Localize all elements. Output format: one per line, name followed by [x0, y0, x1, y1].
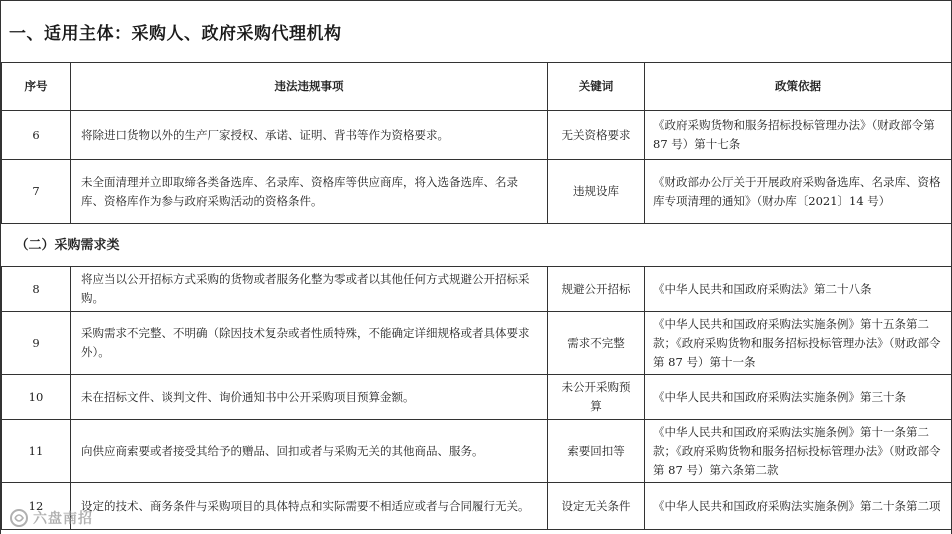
row-num: 8 — [2, 267, 71, 312]
row-basis: 《中华人民共和国政府采购法实施条例》第十五条第二款；《政府采购货物和服务招标投标管理办法》（财政部令第 87 号）第十一条 — [645, 312, 952, 375]
row-keyword: 需求不完整 — [548, 312, 645, 375]
row-item: 采购需求不完整、不明确（除因技术复杂或者性质特殊，不能确定详细规格或者具体要求外）。 — [71, 312, 548, 375]
section-title: 一、适用主体：采购人、政府采购代理机构 — [1, 0, 951, 62]
row-num: 10 — [2, 375, 71, 420]
table-header-row — [2, 63, 952, 111]
regulation-table — [1, 62, 952, 530]
table-row — [2, 267, 952, 312]
row-keyword: 未公开采购预算 — [548, 375, 645, 420]
row-item: 未在招标文件、谈判文件、询价通知书中公开采购项目预算金额。 — [71, 375, 548, 420]
row-basis: 《中华人民共和国政府采购法》第二十八条 — [645, 267, 952, 312]
row-basis: 《政府采购货物和服务招标投标管理办法》（财政部令第 87 号）第十七条 — [645, 111, 952, 160]
table-row — [2, 312, 952, 375]
watermark-text: 六盘南招 — [33, 511, 93, 527]
row-keyword: 索要回扣等 — [548, 420, 645, 483]
header-keyword: 关键词 — [548, 63, 645, 111]
row-basis: 《中华人民共和国政府采购法实施条例》第十一条第二款；《政府采购货物和服务招标投标管理办法》（财政部令第 87 号）第六条第二款 — [645, 420, 952, 483]
row-num: 9 — [2, 312, 71, 375]
table-row — [2, 483, 952, 530]
row-basis: 《中华人民共和国政府采购法实施条例》第二十条第二项 — [645, 483, 952, 530]
row-num: 6 — [2, 111, 71, 160]
subsection-row — [2, 224, 952, 267]
row-item: 未全面清理并立即取缔各类备选库、名录库、资格库等供应商库，将入选备选库、名录库、资格库作为参与政府采购活动的资格条件。 — [71, 160, 548, 224]
header-num: 序号 — [2, 63, 71, 111]
header-basis: 政策依据 — [645, 63, 952, 111]
row-keyword: 无关资格要求 — [548, 111, 645, 160]
header-item: 违法违规事项 — [71, 63, 548, 111]
subsection-title: （二）采购需求类 — [2, 224, 952, 267]
row-item: 设定的技术、商务条件与采购项目的具体特点和实际需要不相适应或者与合同履行无关。 — [71, 483, 548, 530]
row-num: 12 — [2, 483, 71, 530]
row-item: 向供应商索要或者接受其给予的赠品、回扣或者与采购无关的其他商品、服务。 — [71, 420, 548, 483]
row-keyword: 设定无关条件 — [548, 483, 645, 530]
row-basis: 《财政部办公厅关于开展政府采购备选库、名录库、资格库专项清理的通知》（财办库〔2021〕14 号） — [645, 160, 952, 224]
row-num: 11 — [2, 420, 71, 483]
row-num: 7 — [2, 160, 71, 224]
row-keyword: 违规设库 — [548, 160, 645, 224]
table-row — [2, 420, 952, 483]
table-row — [2, 111, 952, 160]
table-row — [2, 160, 952, 224]
row-keyword: 规避公开招标 — [548, 267, 645, 312]
row-basis: 《中华人民共和国政府采购法实施条例》第三十条 — [645, 375, 952, 420]
table-row — [2, 375, 952, 420]
row-item: 将除进口货物以外的生产厂家授权、承诺、证明、背书等作为资格要求。 — [71, 111, 548, 160]
row-item: 将应当以公开招标方式采购的货物或者服务化整为零或者以其他任何方式规避公开招标采购。 — [71, 267, 548, 312]
